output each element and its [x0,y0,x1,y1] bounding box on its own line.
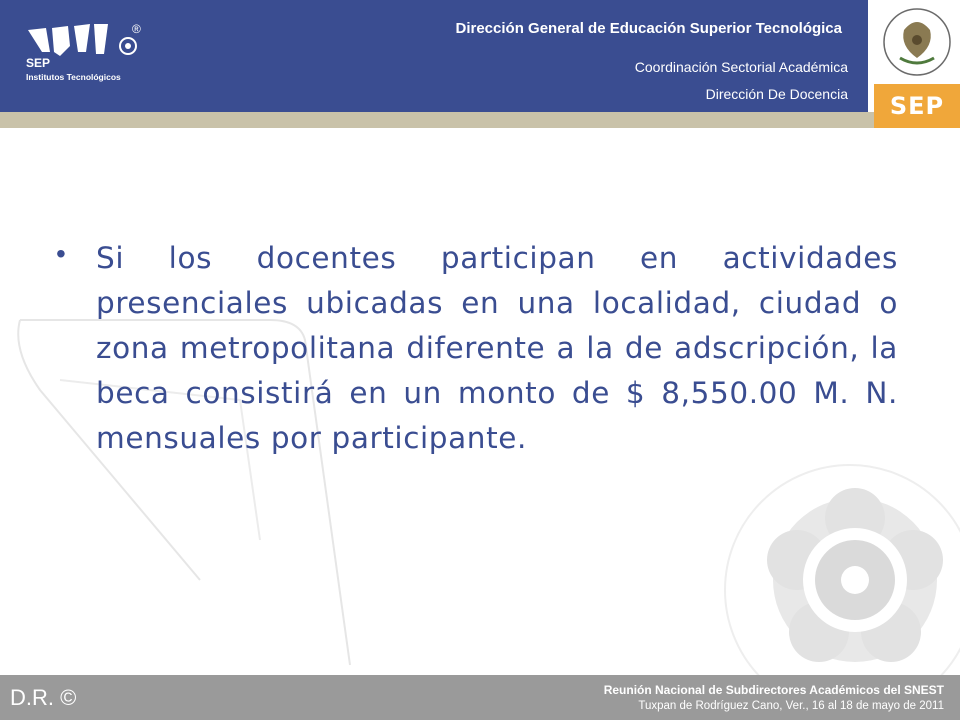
flower-watermark-icon [767,488,943,662]
bullet-marker: • [56,238,66,269]
registered-mark: ® [132,22,141,36]
sep-badge: SEP [874,84,960,128]
mexican-coat-of-arms-icon [874,0,960,84]
header-subtitle-coordinacion: Coordinación Sectorial Académica [634,59,848,75]
footer-event-location: Tuxpan de Rodríguez Cano, Ver., 16 al 18 de mayo de 2011 [638,700,944,712]
header-title: Dirección General de Educación Superior Tecnológica [455,20,842,37]
copyright-label: D.R. © [10,685,77,710]
header-subtitle-direccion: Dirección De Docencia [705,86,848,102]
logo-label-institutos: Institutos Tecnológicos [26,72,121,82]
footer-event-title: Reunión Nacional de Subdirectores Académicos del SNEST [603,683,944,697]
slide-header [0,0,960,128]
slide-footer [0,675,960,720]
bullet-paragraph: Si los docentes participan en actividades presenciales ubicadas en una localidad, ciudad o zona metropolitana diferente a la de adscripción, la beca consistirá en un monto de $ 8,550.00 M. N. mensuales por participante. [96,241,898,455]
header-stripe [0,112,960,128]
seal-container [874,0,960,84]
logo-label-sep: SEP [26,56,51,70]
